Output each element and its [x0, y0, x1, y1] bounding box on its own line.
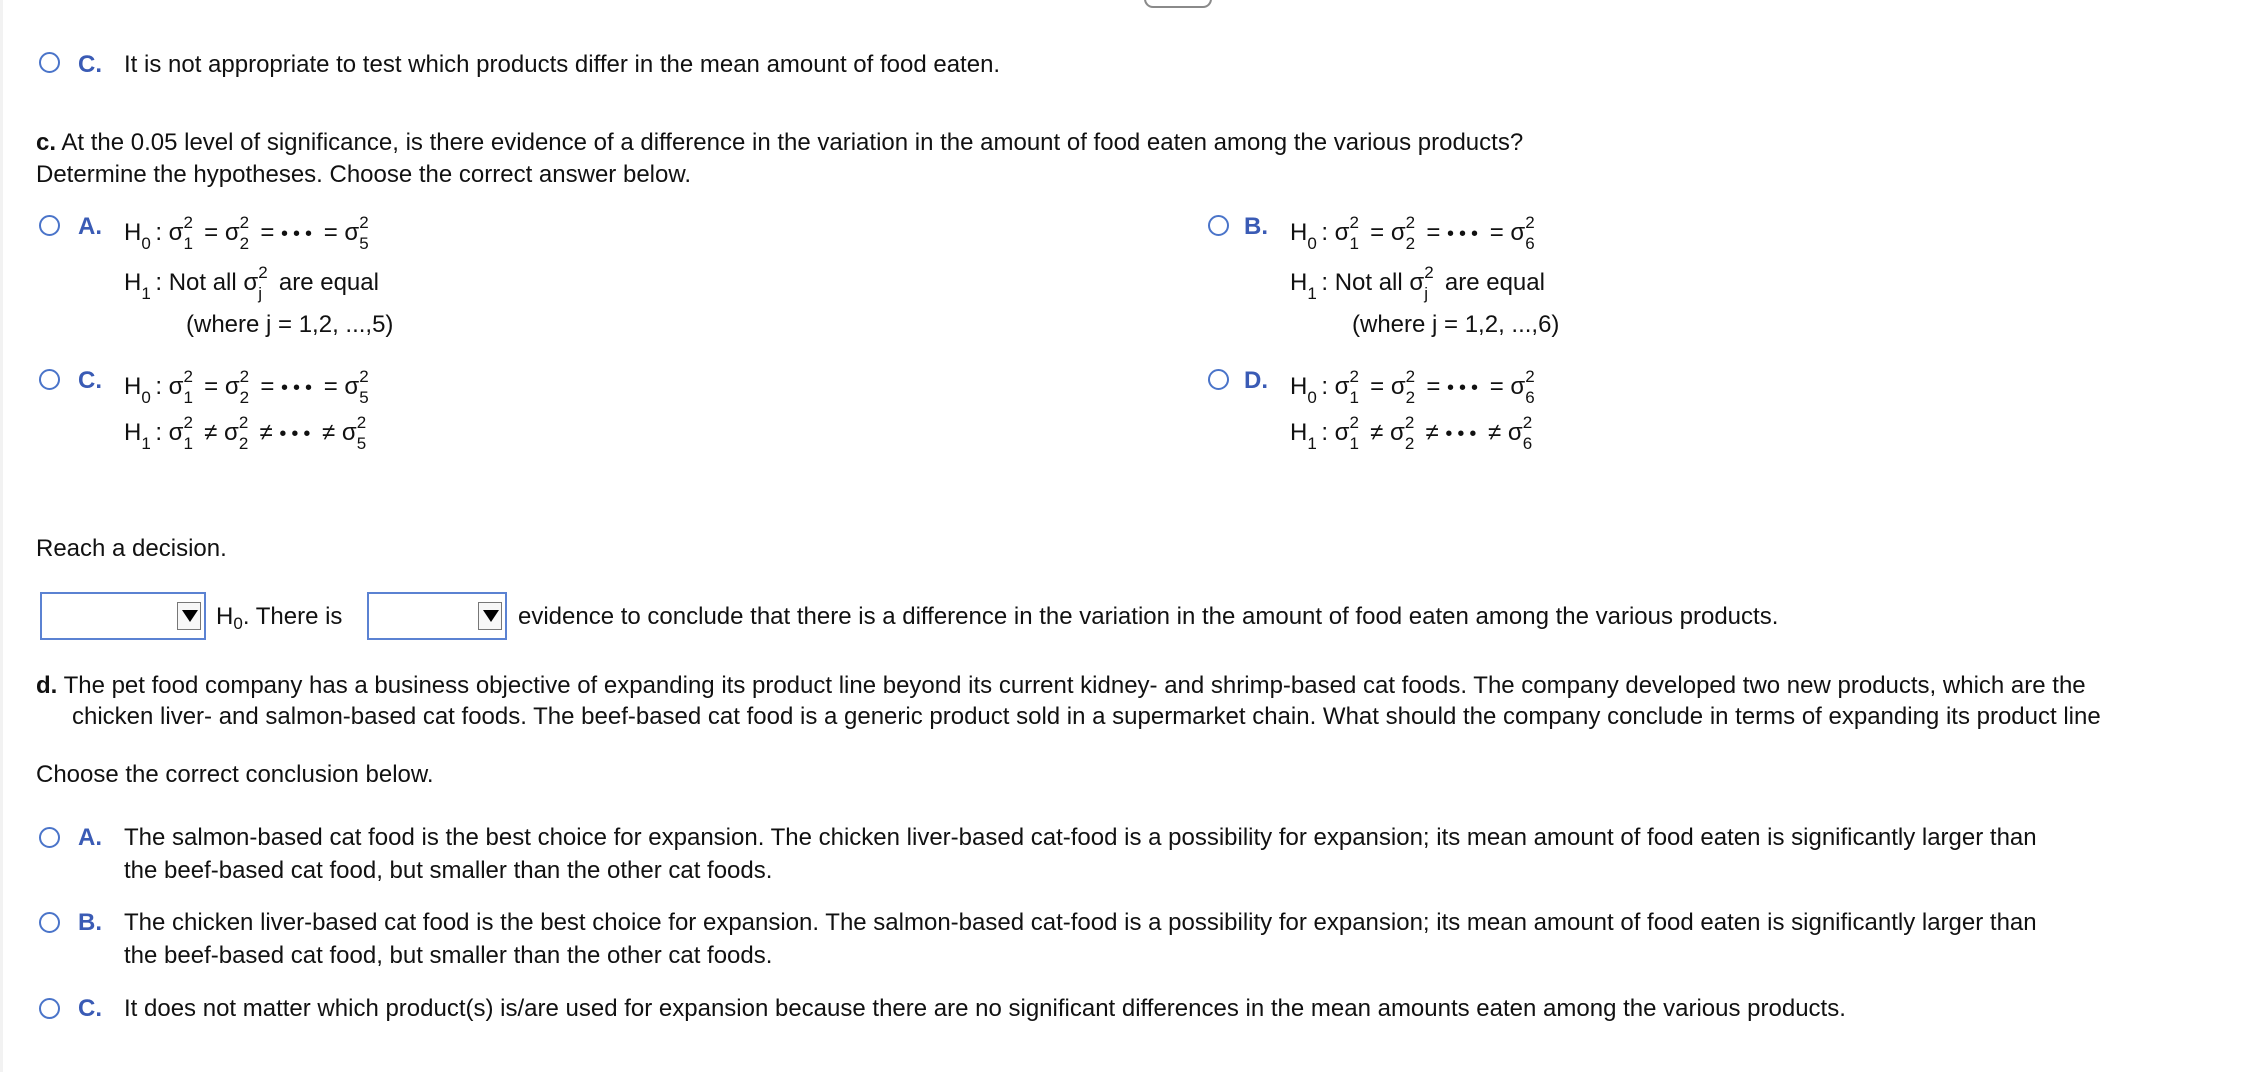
null-hypothesis: H0 : σ21 = σ22 = ••• = σ25: [124, 367, 369, 407]
option-letter: C.: [78, 367, 102, 394]
null-hypothesis: H0 : σ21 = σ22 = ••• = σ26: [1290, 367, 1535, 407]
decision-tail-text: evidence to conclude that there is a difference in the variation in the amount of food eaten among the various products.: [518, 603, 1779, 630]
radio-c-option-a[interactable]: [39, 215, 60, 236]
part-d-question-line2: chicken liver- and salmon-based cat foods. The beef-based cat food is a generic product sold in a supermarket chain. What should the company conclude in terms of expanding its product line: [72, 703, 2101, 730]
question-text: The pet food company has a business objective of expanding its product line beyond its current kidney- and shrimp-based cat foods. The company developed two new products, which are the: [63, 672, 2086, 699]
option-letter: A.: [78, 213, 102, 240]
part-d-question-line1: [36, 671, 2086, 701]
option-letter: C.: [78, 995, 102, 1022]
radio-c-option-b[interactable]: [1208, 215, 1229, 236]
null-hypothesis: H0 : σ21 = σ22 = ••• = σ25: [124, 213, 369, 253]
alternative-hypothesis: H1 : Not all σ2j are equal: [124, 263, 379, 303]
option-letter: C.: [78, 51, 102, 78]
option-text-line2: the beef-based cat food, but smaller than the other cat foods.: [124, 857, 773, 884]
option-letter: A.: [78, 824, 102, 851]
alternative-hypothesis: H1 : σ21 ≠ σ22 ≠ ••• ≠ σ25: [124, 413, 367, 453]
decision-label: Reach a decision.: [36, 535, 227, 562]
option-text-line1: The chicken liver-based cat food is the best choice for expansion. The salmon-based cat-food is a possibility for expansion; its mean amount of food eaten is significantly larger than: [124, 909, 2037, 936]
option-text-line1: The salmon-based cat food is the best choice for expansion. The chicken liver-based cat-food is a possibility for expansion; its mean amount of food eaten is significantly larger than: [124, 824, 2037, 851]
decision-dropdown-evidence[interactable]: [367, 592, 507, 640]
radio-d-option-c[interactable]: [39, 998, 60, 1019]
radio-b-option-c[interactable]: [39, 52, 60, 73]
decision-h0: H0. There is: [216, 603, 343, 633]
part-c-question: [36, 128, 1523, 158]
radio-d-option-a[interactable]: [39, 827, 60, 848]
part-d-instruction: Choose the correct conclusion below.: [36, 761, 434, 788]
dropdown-arrow-icon[interactable]: [177, 602, 201, 630]
expand-tab[interactable]: [1144, 0, 1212, 8]
option-text: It is not appropriate to test which products differ in the mean amount of food eaten.: [124, 51, 1001, 78]
radio-c-option-c[interactable]: [39, 369, 60, 390]
alternative-hypothesis: H1 : σ21 ≠ σ22 ≠ ••• ≠ σ26: [1290, 413, 1533, 453]
alternative-hypothesis: H1 : Not all σ2j are equal: [1290, 263, 1545, 303]
dropdown-arrow-icon[interactable]: [478, 602, 502, 630]
decision-dropdown-reject[interactable]: [40, 592, 206, 640]
part-c-instruction: Determine the hypotheses. Choose the correct answer below.: [36, 161, 692, 188]
option-text-line1: It does not matter which product(s) is/are used for expansion because there are no significant differences in the mean amounts eaten among the various products.: [124, 995, 1846, 1022]
where-note: (where j = 1,2, ...,6): [1352, 311, 1560, 338]
option-letter: D.: [1244, 367, 1268, 394]
left-border: [0, 0, 3, 1072]
null-hypothesis: H0 : σ21 = σ22 = ••• = σ26: [1290, 213, 1535, 253]
where-note: (where j = 1,2, ...,5): [186, 311, 394, 338]
question-text: At the 0.05 level of significance, is there evidence of a difference in the variation in the amount of food eaten among the various products?: [61, 129, 1524, 156]
option-text-line2: the beef-based cat food, but smaller than the other cat foods.: [124, 942, 773, 969]
option-letter: B.: [78, 909, 102, 936]
part-label: c.: [36, 129, 57, 156]
radio-c-option-d[interactable]: [1208, 369, 1229, 390]
option-letter: B.: [1244, 213, 1268, 240]
radio-d-option-b[interactable]: [39, 912, 60, 933]
part-label: d.: [36, 672, 58, 699]
